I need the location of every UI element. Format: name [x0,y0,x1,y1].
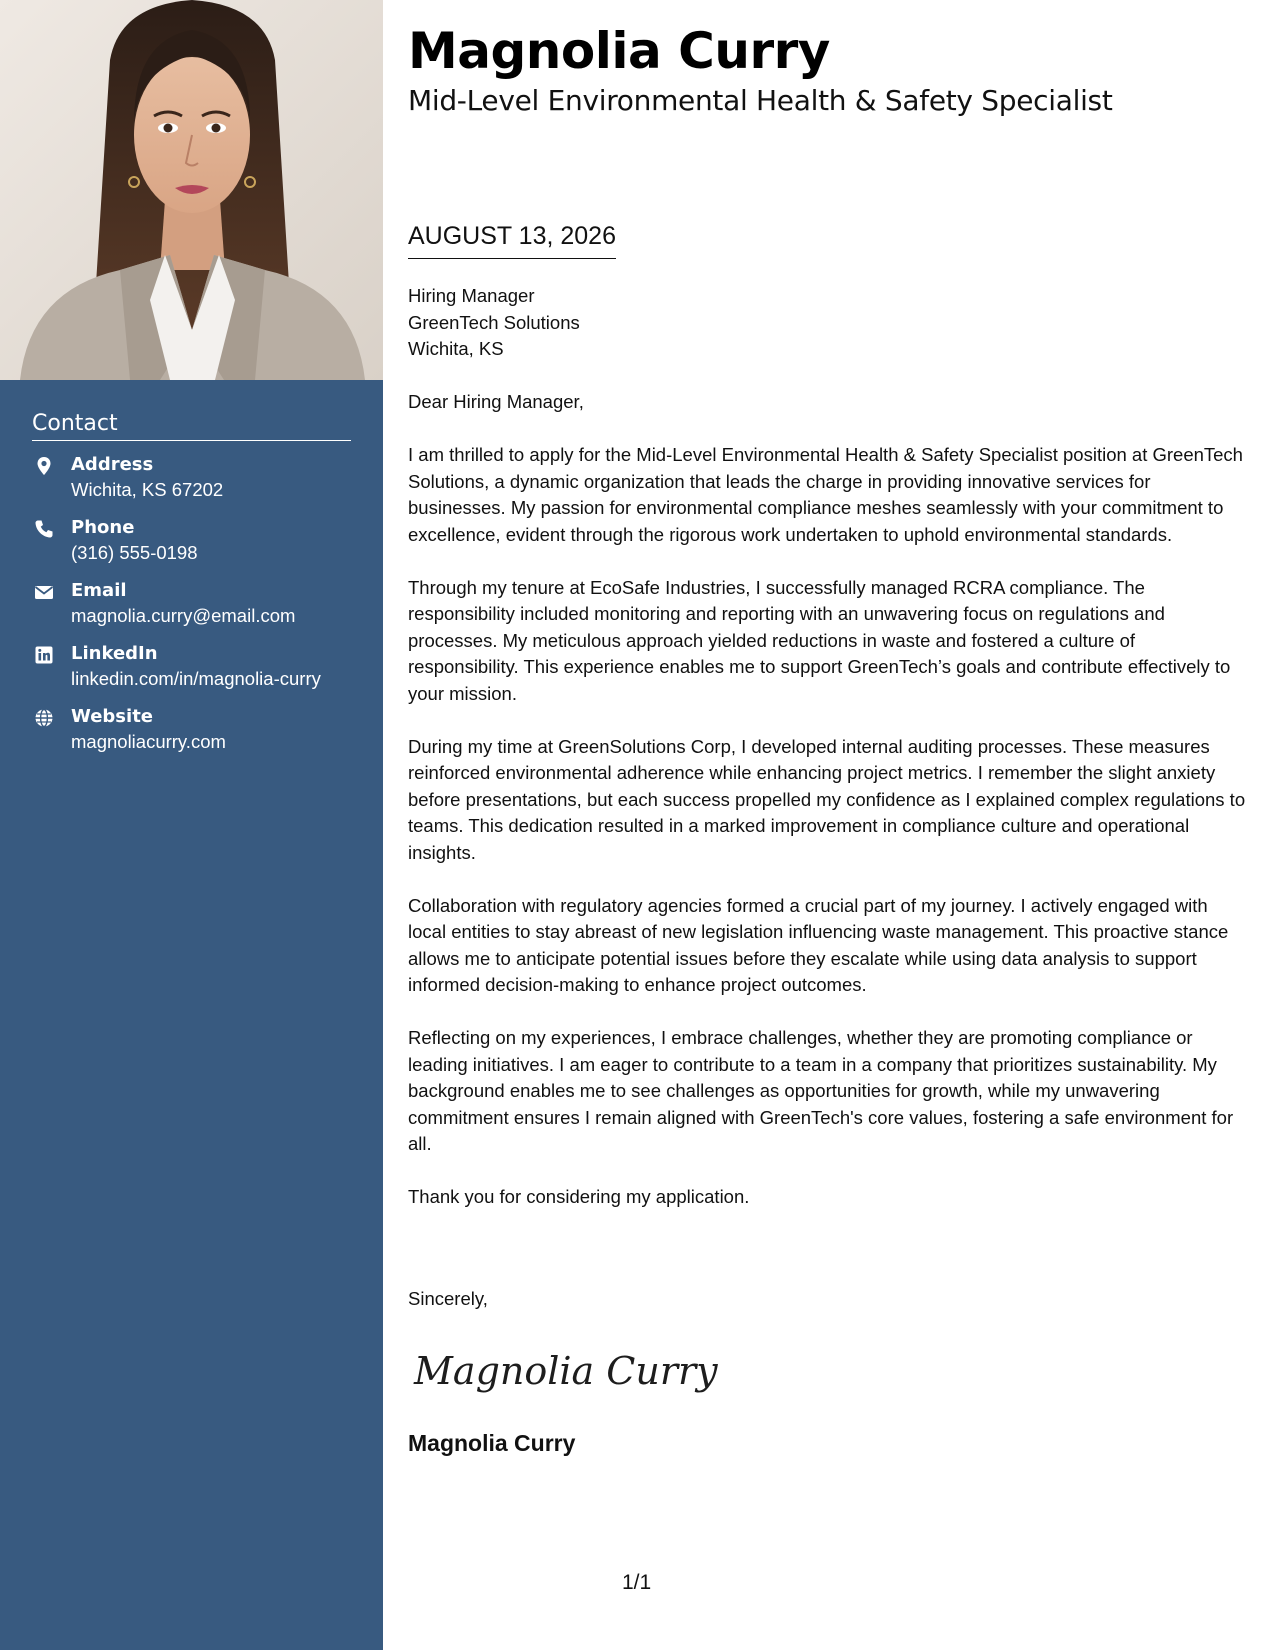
contact-label: Address [71,454,154,475]
recipient-block [408,283,580,363]
signed-name: Magnolia Curry [408,1430,576,1456]
contact-label: Phone [71,517,135,538]
contact-label: Website [71,706,154,727]
contact-item-address [32,453,351,516]
body-paragraph: Reflecting on my experiences, I embrace challenges, whether they are promoting compliance or leading initiatives. I am eager to contribute to a team in a company that prioritizes sustainability. My background enables me to see challenges as opportunities for growth, while my unwavering commitment ensures I remain aligned with GreenTech's core values, fostering a safe environment for all. [408,1027,1234,1154]
recipient-location: Wichita, KS [408,338,504,359]
handwritten-signature [410,1338,718,1408]
envelope-icon [34,582,54,602]
body-paragraph: During my time at GreenSolutions Corp, I developed internal auditing processes. These measures reinforced environmental adherence while enhancing project metrics. I remember the slight anxiety before presentations, but each success propelled my confidence as I explained complex regulations to teams. This dedication resulted in a marked improvement in compliance culture and operational insights. [408,735,1246,863]
closing: Sincerely, [408,1288,488,1309]
contact-item-website [32,705,351,768]
email-link[interactable]: magnolia.curry@email.com [71,605,296,626]
globe-icon [34,708,54,728]
contact-list [32,453,351,768]
contact-label: LinkedIn [71,643,158,664]
profile-photo [0,0,383,380]
linkedin-icon [34,645,54,665]
recipient-name: Hiring Manager [408,285,535,306]
job-title: Mid-Level Environmental Health & Safety Specialist [408,84,1113,117]
phone-value[interactable]: (316) 555-0198 [71,542,198,563]
contact-item-email [32,579,351,642]
body-paragraph: Collaboration with regulatory agencies formed a crucial part of my journey. I actively engaged with local entities to stay abreast of new legislation influencing waste management. This proactive stance allows me to anticipate potential issues before they escalate while using data analysis to support informed decision-making to enhance project outcomes. [408,894,1229,995]
contact-label: Email [71,580,127,601]
contact-item-linkedin [32,642,351,705]
applicant-name: Magnolia Curry [408,22,830,80]
contact-item-phone [32,516,351,579]
page-number: 1/1 [622,1571,652,1594]
website-link[interactable]: magnoliacurry.com [71,731,226,752]
thank-you-line: Thank you for considering my application. [408,1186,750,1207]
linkedin-link[interactable]: linkedin.com/in/magnolia-curry [71,668,321,689]
map-pin-icon [34,456,54,476]
letter-body [408,389,1250,1237]
recipient-company: GreenTech Solutions [408,311,580,333]
greeting: Dear Hiring Manager, [408,391,584,412]
contact-section [32,411,351,768]
body-paragraph: I am thrilled to apply for the Mid-Level Environmental Health & Safety Specialist position at GreenTech Solutions, a dynamic organization that leads the charge in providing innovative services for businesses. My passion for environmental compliance meshes seamlessly with your commitment to excellence, evident through the rigorous work undertaken to uphold environmental standards. [408,444,1243,545]
address-value: Wichita, KS 67202 [71,479,224,500]
contact-heading: Contact [32,411,351,441]
sidebar [0,0,383,1650]
signature-glyphs: Magnolia Curry [414,1349,718,1393]
phone-icon [34,519,54,539]
body-paragraph: Through my tenure at EcoSafe Industries, I successfully managed RCRA compliance. The responsibility included monitoring and reporting with an unwavering focus on regulations and processes. My meticulous approach yielded reductions in waste and fostered a culture of responsibility. This experience enables me to support GreenTech’s goals and contribute effectively to your mission. [408,576,1231,704]
letter-date: AUGUST 13, 2026 [408,222,616,259]
